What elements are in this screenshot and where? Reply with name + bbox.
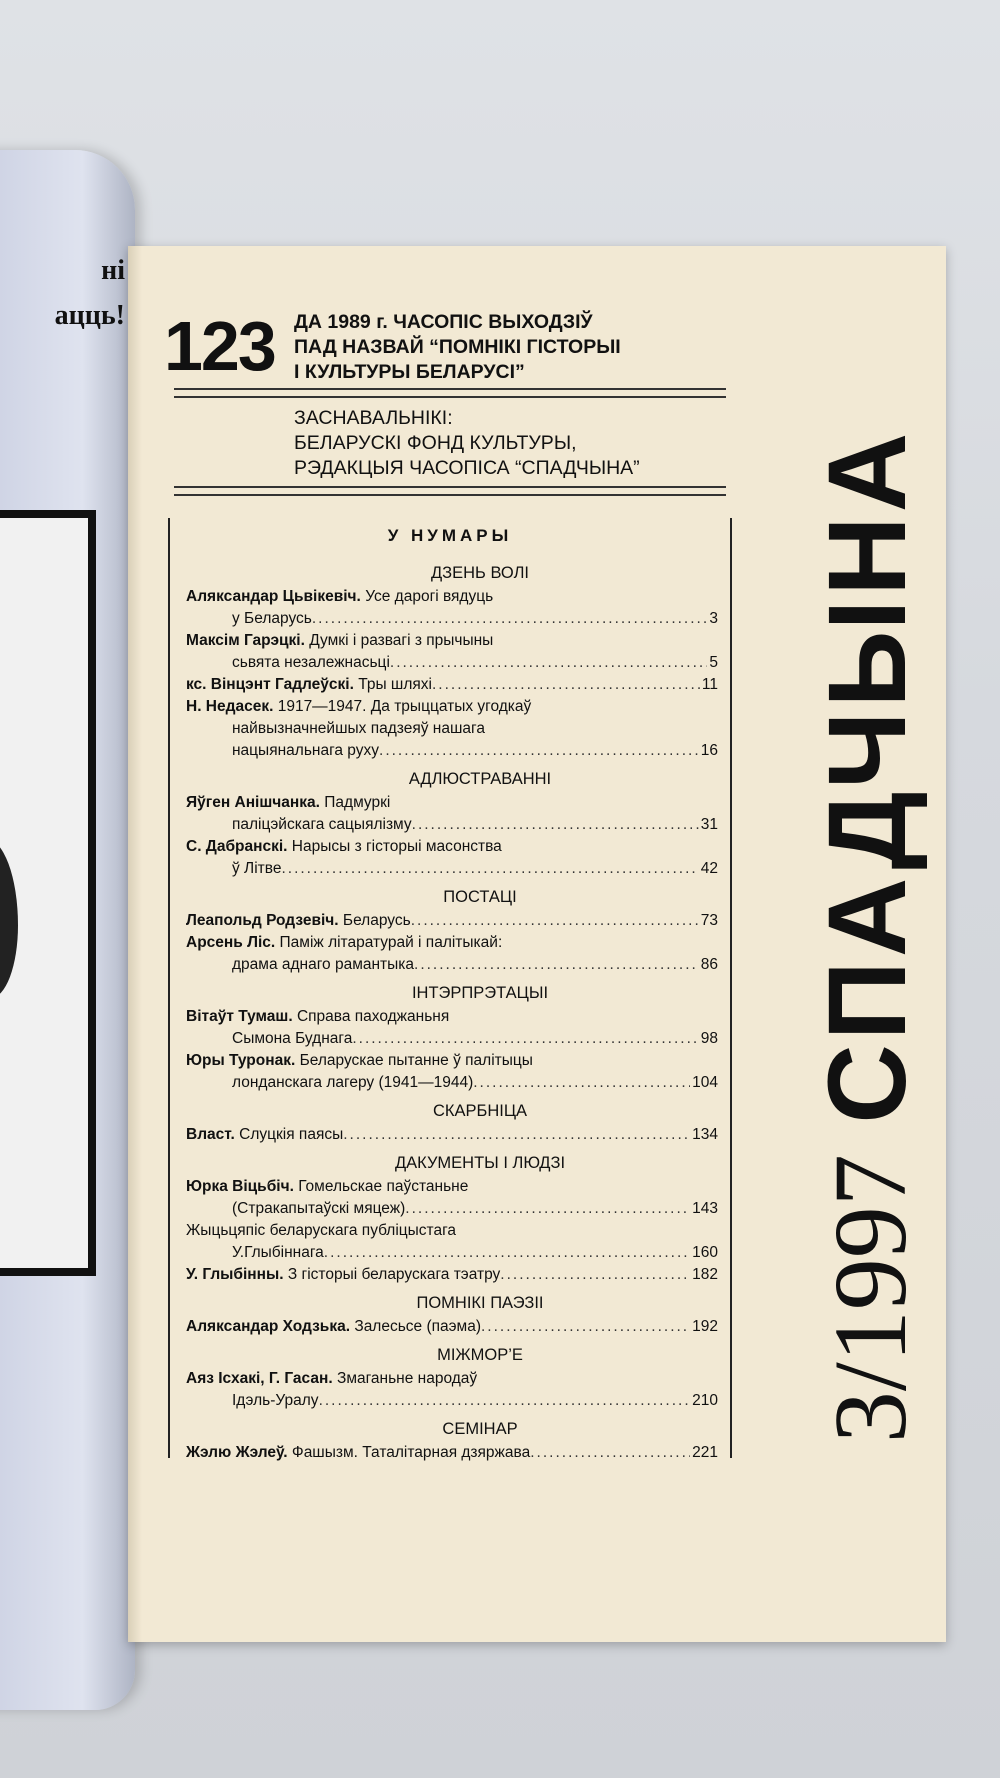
entry-title-line: Думкі і развагі з прычыны <box>309 632 494 649</box>
section-title: ІНТЭРПРЭТАЦЫІ <box>411 984 549 1002</box>
former-name-note <box>294 310 621 385</box>
leader-dots <box>379 740 699 762</box>
entry-author: Юры Туронак. <box>186 1052 296 1069</box>
entry-author: Арсень Ліс. <box>186 934 276 951</box>
leader-dots <box>414 954 699 976</box>
toc-entry <box>170 1442 730 1464</box>
founders-line: РЭДАКЦЫЯ ЧАСОПІСА “СПАДЧЫНА” <box>294 457 640 479</box>
page-number: 98 <box>700 1030 718 1047</box>
leader-dots <box>405 1198 690 1220</box>
toc-entry <box>170 1316 730 1338</box>
entry-title-line: Гомельскае паўстаньне <box>298 1178 469 1195</box>
masthead-title: СПАДЧЫНА <box>806 428 929 1124</box>
page-number: 16 <box>700 742 718 759</box>
issue-number: 123 <box>164 307 275 385</box>
entry-author: С. Дабранскі. <box>186 838 288 855</box>
page-number: 73 <box>700 912 718 929</box>
leader-dots <box>281 858 698 880</box>
entry-title-line: нацыянальнага руху <box>232 742 380 759</box>
entry-author: Яўген Анішчанка. <box>186 794 320 811</box>
page-number: 11 <box>701 676 718 693</box>
entry-title-line: Усе дарогі вядуць <box>365 588 494 605</box>
entry-title-line: Змаганьне народаў <box>336 1370 478 1387</box>
toc-section <box>170 770 730 880</box>
entry-title-line: 1917—1947. Да трыццатых угодкаў <box>277 698 532 715</box>
founders-line: ЗАСНАВАЛЬНІКІ: <box>294 407 453 429</box>
entry-author: Аяз Ісхакі, Г. Гасан. <box>186 1370 333 1387</box>
left-page-text-line-2: ацць! <box>54 300 125 331</box>
toc-entry <box>170 932 730 976</box>
page-number: 210 <box>692 1392 718 1409</box>
entry-title-line: Падмуркі <box>324 794 391 811</box>
leader-dots <box>343 1124 690 1146</box>
divider <box>174 396 726 398</box>
entry-author: Вітаўт Тумаш. <box>186 1008 293 1025</box>
entry-author: Власт. <box>186 1126 235 1143</box>
leader-dots <box>319 1390 691 1412</box>
left-page <box>0 150 135 1710</box>
toc-entry <box>170 586 730 630</box>
toc-section <box>170 564 730 762</box>
leader-dots <box>324 1242 690 1264</box>
left-page-photo <box>0 510 96 1276</box>
toc-section <box>170 1420 730 1464</box>
section-title: АДЛЮСТРАВАННІ <box>408 770 552 788</box>
toc-entry <box>170 1006 730 1050</box>
section-title: ПОСТАЦІ <box>443 888 517 906</box>
entry-title-line: Сымона Буднага <box>232 1030 353 1047</box>
entry-author: Жэлю Жэлеў. <box>186 1444 288 1461</box>
left-page-text-line-1: ні <box>101 255 125 286</box>
toc-section <box>170 1294 730 1338</box>
entry-title-line: (Стракапытаўскі мяцеж) <box>232 1200 406 1217</box>
entry-title-line: Тры шляхі <box>358 676 432 693</box>
founders-line: БЕЛАРУСКІ ФОНД КУЛЬТУРЫ, <box>294 432 577 454</box>
entry-author: Аляксандар Цьвікевіч. <box>186 588 361 605</box>
entry-author: У. Глыбінны. <box>186 1266 284 1283</box>
page-number: 143 <box>692 1200 718 1217</box>
entry-title-line: у Беларусь <box>232 610 312 627</box>
toc-sections <box>170 564 730 1464</box>
toc-entry <box>170 792 730 836</box>
leader-dots <box>432 674 700 696</box>
entry-title-line: Нарысы з гісторыі масонства <box>291 838 502 855</box>
page-number: 31 <box>700 816 718 833</box>
entry-title-line: Фашызм. Таталітарная дзяржава <box>291 1444 531 1461</box>
entry-title-line: Паміж літаратурай і палітыкай: <box>279 934 503 951</box>
page-number: 160 <box>692 1244 718 1261</box>
toc-section <box>170 888 730 976</box>
page-number: 182 <box>692 1266 718 1283</box>
section-title: ДЗЕНЬ ВОЛІ <box>431 564 529 582</box>
entry-title-line: сьвята незалежнасьці <box>232 654 390 671</box>
toc-section <box>170 984 730 1094</box>
entry-title-line: драма аднаго рамантыка <box>232 956 415 973</box>
entry-author: кс. Вінцэнт Гадлеўскі. <box>186 676 354 693</box>
entry-title-line: Залесьсе (паэма) <box>354 1318 481 1335</box>
entry-title-line: Справа паходжаньня <box>296 1008 450 1025</box>
toc-entry <box>170 1176 730 1220</box>
leader-dots <box>352 1028 698 1050</box>
entry-title-line: Ідэль-Уралу <box>232 1392 319 1409</box>
former-name-line: ПАД НАЗВАЙ “ПОМНІКІ ГІСТОРЫІ <box>294 336 621 358</box>
entry-title-line: Беларусь <box>342 912 411 929</box>
toc-entry <box>170 696 730 762</box>
divider <box>174 494 726 496</box>
toc-section <box>170 1346 730 1412</box>
leader-dots <box>412 814 699 836</box>
toc-entry <box>170 910 730 932</box>
toc-entry <box>170 1050 730 1094</box>
entry-author: Юрка Віцьбіч. <box>186 1178 294 1195</box>
toc-entry <box>170 1264 730 1286</box>
divider <box>174 388 726 390</box>
entry-title-line: У.Глыбіннага <box>232 1244 324 1261</box>
leader-dots <box>500 1264 690 1286</box>
toc-entry <box>170 1368 730 1412</box>
table-of-contents <box>168 518 732 1461</box>
page-number: 3 <box>709 610 718 627</box>
section-title: МІЖМОР’Е <box>437 1346 523 1364</box>
masthead <box>806 428 929 1444</box>
leader-dots <box>481 1316 690 1338</box>
leader-dots <box>530 1442 690 1464</box>
entry-title-line: лонданскага лагеру (1941—1944) <box>232 1074 474 1091</box>
entry-title-line: найвызначнейшых падзеяў нашага <box>232 720 485 737</box>
masthead-issue: 3/1997 <box>813 1154 928 1444</box>
leader-dots <box>473 1072 690 1094</box>
section-title: СЕМІНАР <box>442 1420 518 1438</box>
founders-note <box>294 406 640 481</box>
page-number: 5 <box>709 654 718 671</box>
former-name-line: І КУЛЬТУРЫ БЕЛАРУСІ” <box>294 361 525 383</box>
toc-section <box>170 1102 730 1146</box>
section-title: СКАРБНІЦА <box>432 1102 528 1120</box>
toc-entry <box>170 630 730 674</box>
toc-entry <box>170 674 730 696</box>
entry-title-line: паліцэйскага сацыялізму <box>232 816 412 833</box>
leader-dots <box>411 910 699 932</box>
entry-author: Максім Гарэцкі. <box>186 632 305 649</box>
toc-heading: У НУМАРЫ <box>387 526 513 545</box>
divider <box>174 486 726 488</box>
page-number: 104 <box>692 1074 718 1091</box>
entry-title-line: Жыцьцяпіс беларускага публіцыстага <box>186 1222 457 1239</box>
entry-author: Леапольд Родзевіч. <box>186 912 339 929</box>
toc-entry <box>170 1124 730 1146</box>
entry-title-line: Слуцкія паясы <box>239 1126 344 1143</box>
toc-entry <box>170 1220 730 1264</box>
page-number: 134 <box>692 1126 718 1143</box>
page-number: 192 <box>692 1318 718 1335</box>
page-number: 42 <box>700 860 718 877</box>
contents-page <box>128 246 946 1642</box>
former-name-line: ДА 1989 г. ЧАСОПІС ВЫХОДЗІЎ <box>294 311 593 333</box>
entry-title-line: ў Літве <box>232 860 282 877</box>
entry-author: Н. Недасек. <box>186 698 274 715</box>
section-title: ДАКУМЕНТЫ І ЛЮДЗІ <box>394 1154 566 1172</box>
section-title: ПОМНІКІ ПАЭЗІІ <box>416 1294 544 1312</box>
entry-title-line: З гісторыі беларускага тэатру <box>287 1266 501 1283</box>
entry-author: Аляксандар Ходзька. <box>186 1318 351 1335</box>
entry-title-line: Беларускае пытанне ў палітыцы <box>299 1052 533 1069</box>
page-number: 86 <box>700 956 718 973</box>
page-number: 221 <box>692 1444 718 1461</box>
leader-dots <box>390 652 707 674</box>
toc-entry <box>170 836 730 880</box>
toc-section <box>170 1154 730 1286</box>
leader-dots <box>312 608 708 630</box>
